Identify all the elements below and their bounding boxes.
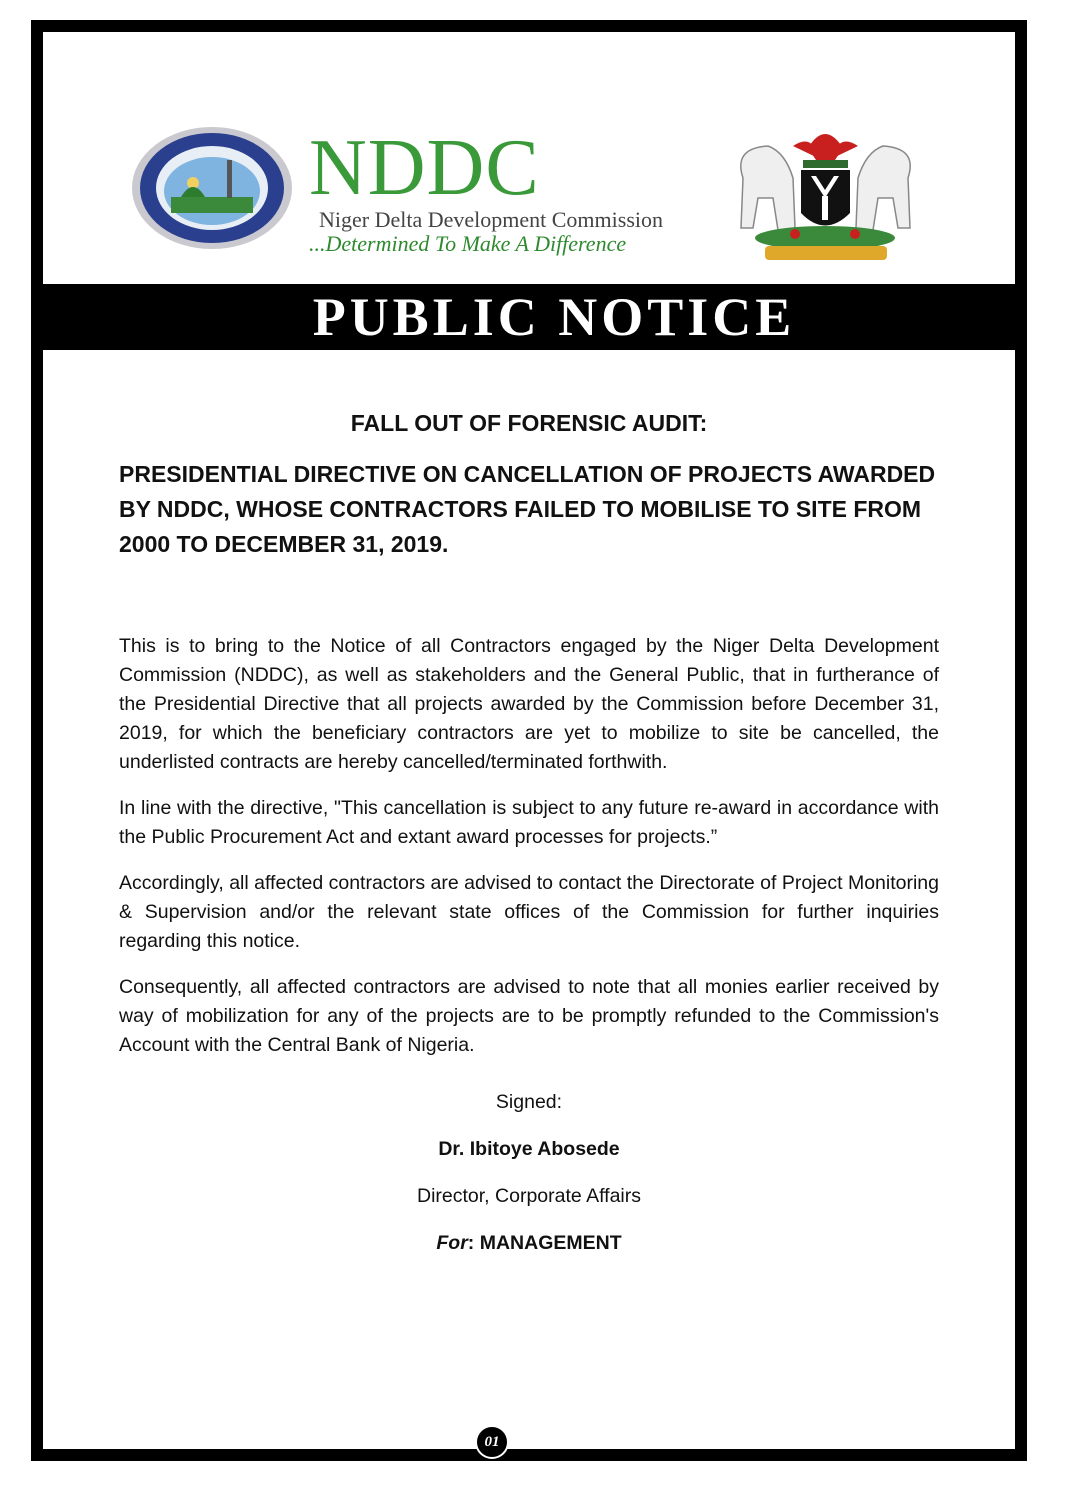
public-notice-banner [43, 284, 1015, 350]
paragraph-3: Accordingly, all affected contractors are advised to contact the Directorate of Project Monitoring & Supervision and/or the relevant state offices of the Commission for further inquiries regarding this notice. [119, 872, 939, 952]
for-label: For [436, 1232, 468, 1254]
signature-block [119, 1088, 939, 1258]
nddc-seal-icon [131, 125, 294, 251]
nigeria-coat-of-arms-icon [723, 118, 928, 268]
signatory-title: Director, Corporate Affairs [417, 1185, 641, 1207]
banner-title: PUBLIC NOTICE [312, 287, 796, 347]
brand-block [309, 124, 739, 256]
signed-label: Signed: [495, 1091, 563, 1113]
notice-headline: PRESIDENTIAL DIRECTIVE ON CANCELLATION OF PROJECTS AWARDED BY NDDC, WHOSE CONTRACTORS FAILED TO MOBILISE TO SITE FROM 2000 TO DECEMBER 31, 2019. [119, 461, 936, 557]
paragraph-4: Consequently, all affected contractors are advised to note that all monies earlier received by way of mobilization for any of the projects are to be promptly refunded to the Commission's Account with the Central Bank of Nigeria. [119, 976, 939, 1056]
notice-body [119, 410, 939, 1276]
for-management [119, 1229, 939, 1258]
paragraph-1: This is to bring to the Notice of all Contractors engaged by the Niger Delta Development Commission (NDDC), as well as stakeholders and the General Public, that in furtherance of the Presidential Directive that all projects awarded by the Commission before December 31, 2019, for which the beneficiary contractors are yet to mobilize to site be cancelled, the underlisted contracts are hereby cancelled/terminated forthwith. [119, 635, 939, 773]
paragraph-2: In line with the directive, "This cancellation is subject to any future re-award in accordance with the Public Procurement Act and extant award processes for projects.” [119, 797, 939, 848]
notice-subhead: FALL OUT OF FORENSIC AUDIT: [350, 410, 708, 436]
brand-full-name: Niger Delta Development Commission [319, 207, 663, 232]
brand-tagline: ...Determined To Make A Difference [309, 231, 627, 256]
brand-name: NDDC [309, 124, 540, 212]
page-number: 01 [475, 1425, 509, 1459]
notice-frame [31, 20, 1027, 1461]
for-value: : MANAGEMENT [467, 1232, 622, 1254]
signatory-name: Dr. Ibitoye Abosede [438, 1138, 620, 1160]
